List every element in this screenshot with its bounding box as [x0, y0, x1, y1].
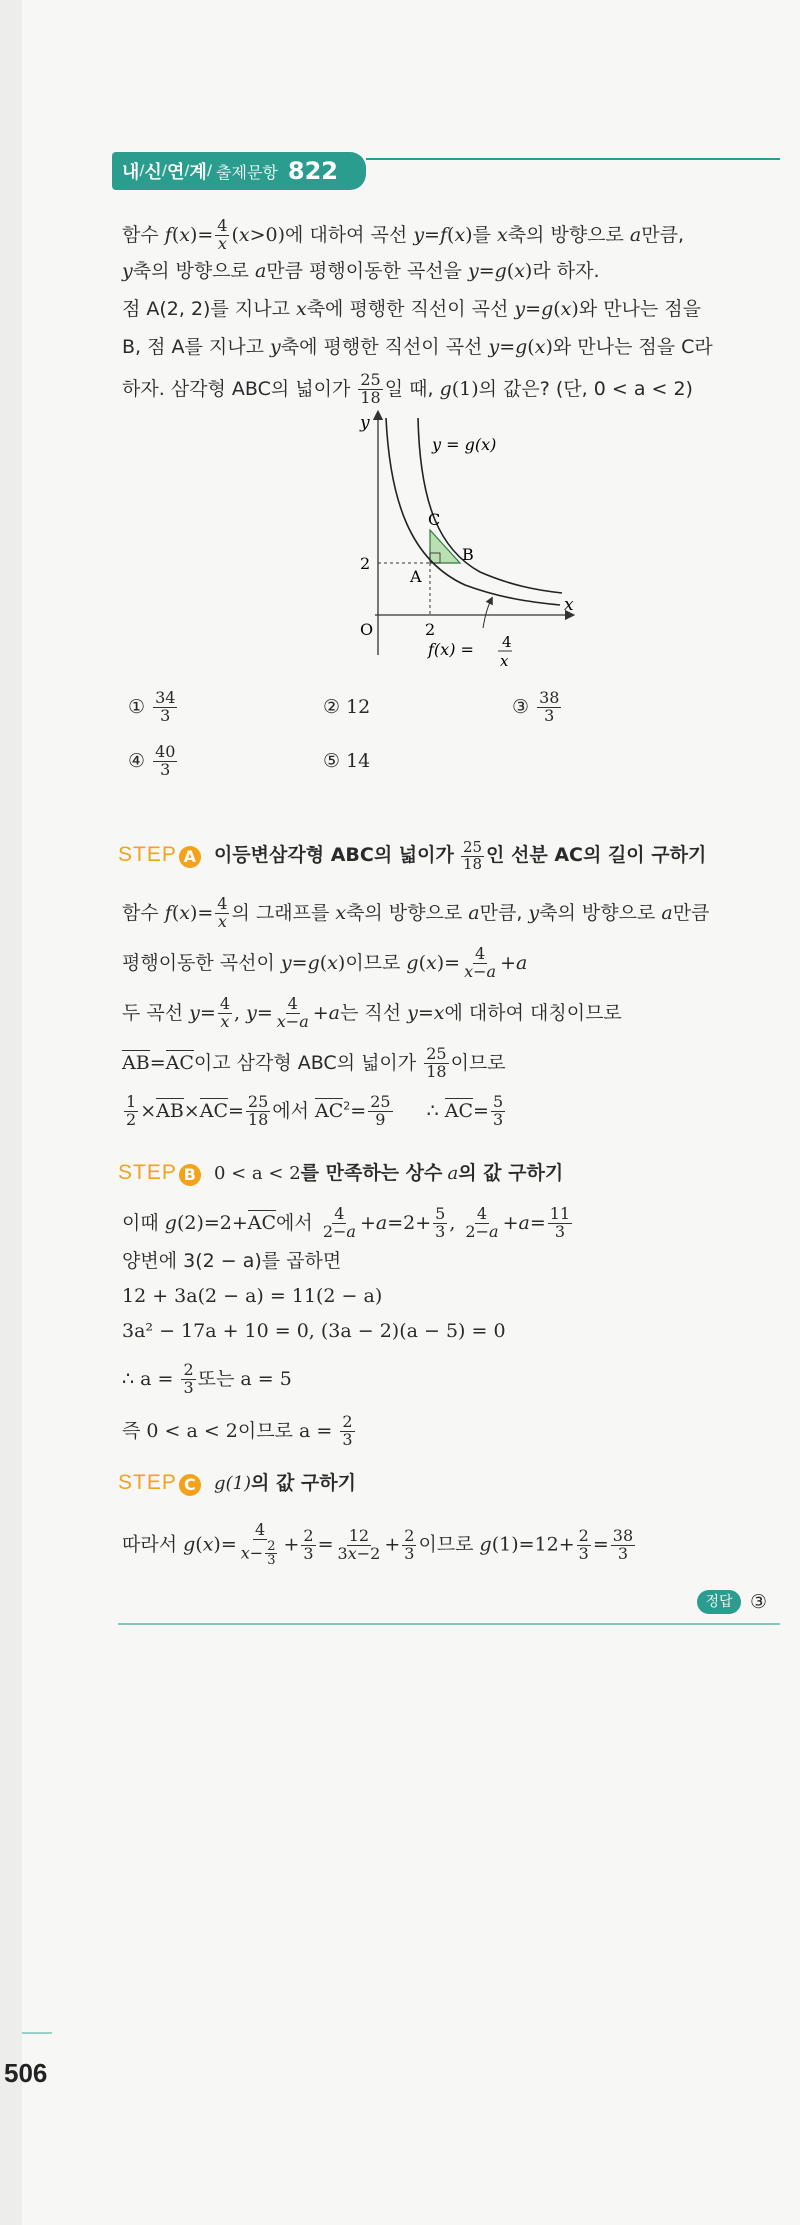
- step-c-title: 의 값 구하기: [250, 1472, 356, 1494]
- step-text: 이고 삼각형 ABC의 넓이가: [193, 1051, 417, 1074]
- tick-x-2: 2: [425, 620, 436, 639]
- curve-g-label: y = g(x): [432, 435, 497, 454]
- step-b-condition: 0 < a < 2: [213, 1163, 301, 1184]
- step-text: 이때: [122, 1211, 159, 1234]
- function-graph: [340, 410, 580, 670]
- step-b-line-4: 3a² − 17a + 10 = 0, (3a − 2)(a − 5) = 0: [122, 1320, 506, 1342]
- header-tag-2: 신: [144, 162, 162, 183]
- choice-2[interactable]: [323, 698, 370, 717]
- problem-text: 축의 방향으로: [132, 260, 249, 282]
- problem-text: 함수: [122, 223, 159, 246]
- step-text: 는 직선: [339, 1001, 402, 1024]
- choice-den: 3: [160, 759, 171, 779]
- problem-text: 하자. 삼각형 ABC의 넓이가: [122, 377, 351, 400]
- step-text: 즉 0 < a < 2이므로 a =: [122, 1419, 333, 1442]
- step-a-line-1: 함수 f(x)= $\frac{4}{x}$ 의 그래프를 x축의 방향으로 a만큼, y축의 방향으로 a만큼: [122, 894, 710, 931]
- problem-text: 의 값은? (단, 0 < a < 2): [478, 377, 693, 400]
- step-text: 에 대하여 대칭이므로: [444, 1001, 622, 1024]
- step-a-line-4: AB=AC이고 삼각형 ABC의 넓이가 $\frac{25}{18}$ 이므로: [122, 1044, 506, 1081]
- choice-num: 34: [155, 688, 176, 707]
- step-a-line-3: 두 곡선 y= $\frac{4}{x}$ , y= $\frac{4}{x-a}$ +a는 직선 y=x에 대하여 대칭이므로: [122, 994, 622, 1031]
- problem-number: 822: [287, 157, 338, 185]
- step-b-line-6: 즉 0 < a < 2이므로 a = $\frac{2}{3}$: [122, 1412, 353, 1449]
- step-letter-c: C: [179, 1474, 201, 1496]
- step-text: 에서: [276, 1211, 313, 1234]
- step-a-heading: STEP A 이등변삼각형 ABC의 넓이가 $\frac{25}{18}$ 인 선분 AC의 길이 구하기: [118, 838, 707, 873]
- step-text: ∴ a =: [122, 1367, 174, 1390]
- problem-header-badge: 내 / 신 / 연 / 계 / 출제문항 822: [112, 152, 366, 190]
- choice-mark: ①: [128, 695, 146, 718]
- step-badge: STEP: [118, 1161, 177, 1184]
- choice-den: 3: [160, 705, 171, 725]
- step-a-line-5: $\frac{1}{2}$ ×AB×AC= $\frac{25}{18}$ 에서 $AC^2=$ $\frac{25}{9}$ ∴ AC= $\frac{5}{3}$: [126, 1092, 504, 1129]
- curve-f-label-num: 4: [502, 633, 512, 651]
- step-b-title: 를 만족하는 상수: [300, 1162, 443, 1184]
- step-b-line-1: 이때 g(2)=2+AC에서 $\frac{4}{2-a}$ +a=2+ $\frac{5}{3}$ , $\frac{4}{2-a}$ +a= $\frac{11}{3}$: [122, 1204, 571, 1241]
- problem-text: 와 만나는 점을: [578, 298, 702, 320]
- step-a-line-2: 평행이동한 곡선이 y=g(x)이므로 g(x)= $\frac{4}{x-a}$ +a: [122, 944, 528, 981]
- step-c-line-1: 따라서 g(x)= 4 x− $\frac{2}{3}$ + $\frac{2}{3}$ = $\frac{12}{3x-2}$ + $\frac{2}{3}$ 이므로 g(1)=12+ $\frac{2}{3}$ = $\frac{38}{3}$: [122, 1520, 634, 1569]
- problem-line-4: B, 점 A를 지나고 y축에 평행한 직선이 곡선 y=g(x)와 만나는 점을 C라: [122, 336, 713, 358]
- step-text: 에서: [272, 1099, 309, 1122]
- choice-num: 40: [155, 742, 176, 761]
- step-b-line-3: 12 + 3a(2 − a) = 11(2 − a): [122, 1285, 383, 1307]
- point-a-label: A: [410, 567, 422, 586]
- header-rule: [366, 158, 780, 160]
- step-text: 또는 a = 5: [197, 1367, 292, 1390]
- step-text: 함수: [122, 901, 159, 924]
- problem-text: 점 A(2, 2)를 지나고: [122, 298, 290, 320]
- problem-text: 에 대하여 곡선: [285, 223, 408, 246]
- step-text: 의 그래프를: [231, 901, 330, 924]
- header-tag-4: 계: [189, 162, 207, 183]
- section-end-rule: [118, 1623, 780, 1625]
- step-text: 축의 방향으로: [346, 901, 463, 924]
- y-axis-label: y: [360, 413, 370, 433]
- choice-value: 12: [346, 696, 371, 718]
- problem-text: 만큼 평행이동한 곡선을: [266, 260, 462, 282]
- problem-line-5: 하자. 삼각형 ABC의 넓이가 $\frac{25}{18}$ 일 때, g(1)의 값은? (단, 0 < a < 2): [122, 370, 693, 407]
- page-number: 506: [4, 2058, 48, 2088]
- step-text: 두 곡선: [122, 1001, 184, 1024]
- problem-text: 일 때,: [384, 377, 434, 400]
- step-badge: STEP: [118, 1471, 177, 1494]
- step-c-function: g(1): [213, 1473, 251, 1494]
- problem-text: 를: [472, 223, 491, 246]
- point-c-label: C: [428, 510, 441, 529]
- step-text: 축의 방향으로: [539, 901, 656, 924]
- header-tag-3: 연: [167, 162, 185, 183]
- problem-text: 만큼,: [641, 223, 684, 246]
- x-axis-label: x: [564, 595, 574, 615]
- choice-mark: ②: [323, 696, 341, 718]
- step-letter-b: B: [179, 1164, 201, 1186]
- problem-text: B, 점 A를 지나고: [122, 336, 264, 358]
- choice-value: 14: [346, 750, 371, 772]
- header-label: 출제문항: [216, 162, 278, 182]
- choice-3[interactable]: [512, 690, 563, 725]
- choice-mark: ④: [128, 749, 146, 772]
- problem-line-2: y축의 방향으로 a만큼 평행이동한 곡선을 y=g(x)라 하자.: [122, 260, 600, 282]
- choice-mark: ③: [512, 695, 530, 718]
- step-text: 이므로: [345, 951, 401, 974]
- choice-5[interactable]: [323, 752, 370, 771]
- choice-4[interactable]: [128, 744, 179, 779]
- step-a-title: 이등변삼각형 ABC의 넓이가: [213, 844, 454, 866]
- problem-line-3: 점 A(2, 2)를 지나고 x축에 평행한 직선이 곡선 y=g(x)와 만나는 점을: [122, 298, 702, 320]
- step-letter-a: A: [179, 846, 201, 868]
- step-text: 만큼,: [479, 901, 523, 924]
- problem-text: 와 만나는 점을 C라: [552, 336, 713, 358]
- step-text: 평행이동한 곡선이: [122, 951, 275, 974]
- page-edge-shadow: [0, 0, 22, 2225]
- choice-1[interactable]: [128, 690, 179, 725]
- step-b-line-5: ∴ a = $\frac{2}{3}$ 또는 a = 5: [122, 1360, 292, 1397]
- step-text: 이므로: [450, 1051, 506, 1074]
- origin-label: O: [360, 620, 374, 639]
- step-text: 따라서: [122, 1533, 178, 1556]
- curve-f-label: f(x) =: [428, 640, 474, 659]
- answer-badge: 정답: [697, 1590, 741, 1614]
- curve-f-label-den: x: [500, 652, 509, 670]
- choice-num: 38: [539, 688, 560, 707]
- step-b-line-2: 양변에 3(2 − a)를 곱하면: [122, 1250, 342, 1272]
- triangle-abc: [430, 530, 460, 563]
- answer-value: ③: [750, 1591, 768, 1613]
- point-b-label: B: [462, 545, 474, 564]
- step-a-title-rest: 인 선분 AC의 길이 구하기: [486, 844, 707, 866]
- choice-mark: ⑤: [323, 750, 341, 772]
- step-b-title-rest: 의 값 구하기: [458, 1162, 564, 1184]
- step-text: 이므로: [418, 1533, 474, 1556]
- f-label-pointer: [483, 600, 491, 628]
- problem-text: 축에 평행한 직선이 곡선: [306, 298, 509, 320]
- step-b-heading: STEP B 0 < a < 2를 만족하는 상수 a의 값 구하기: [118, 1161, 564, 1184]
- problem-line-1: 함수 f(x)= $\frac{4}{x}$ (x>0)에 대하여 곡선 y=f(x)를 x축의 방향으로 a만큼,: [122, 216, 684, 253]
- problem-text: 축에 평행한 직선이 곡선: [280, 336, 483, 358]
- tick-y-2: 2: [360, 554, 371, 573]
- step-c-heading: [118, 1468, 356, 1496]
- header-tag-1: 내: [122, 162, 140, 183]
- problem-text: 축의 방향으로: [507, 223, 624, 246]
- problem-text: 라 하자.: [532, 260, 600, 282]
- step-text: 만큼: [672, 901, 710, 924]
- step-badge: STEP: [118, 843, 177, 866]
- page-number-rule: [22, 2032, 52, 2034]
- choice-den: 3: [544, 705, 555, 725]
